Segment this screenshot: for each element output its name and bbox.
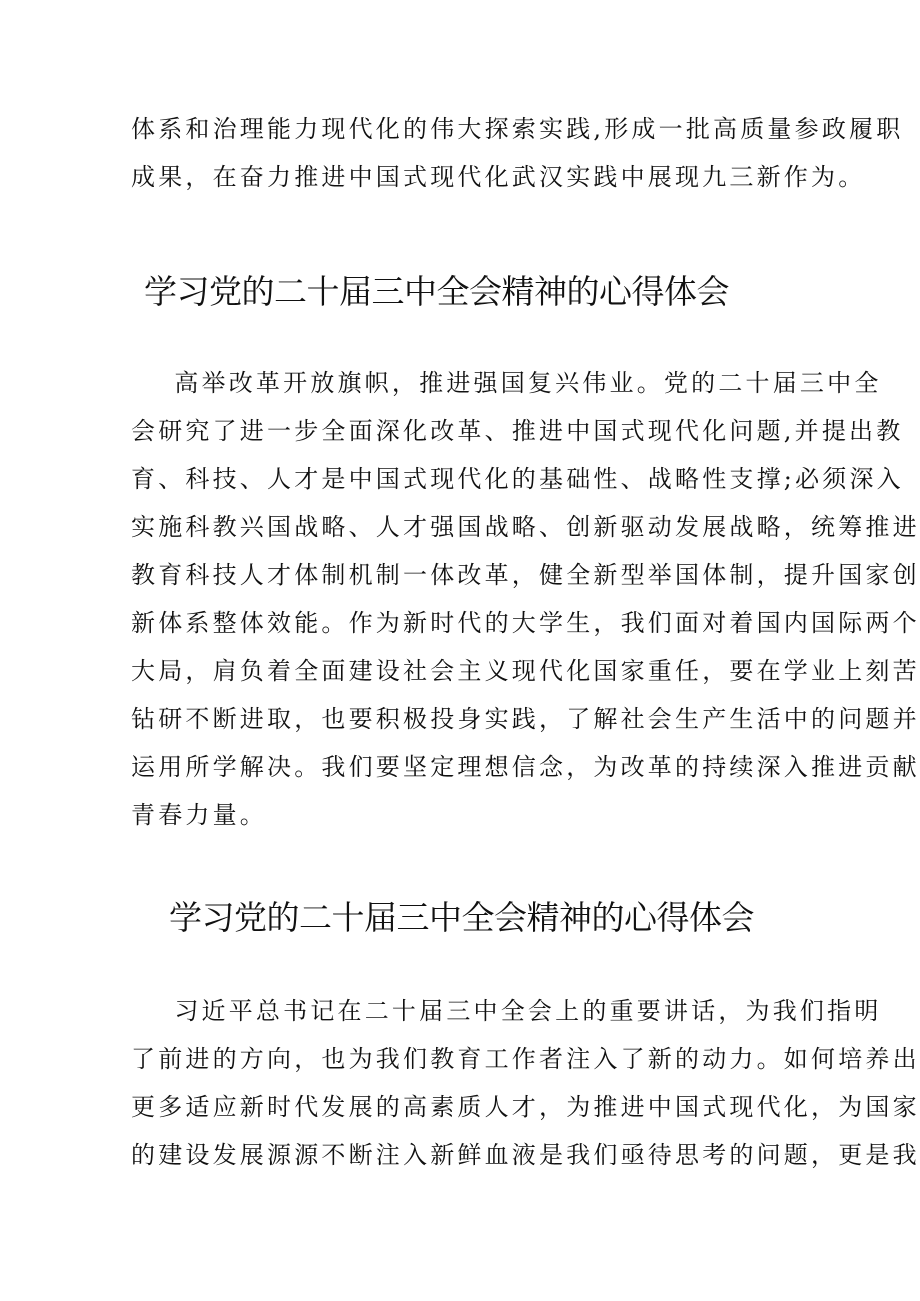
section-heading: 学习党的二十届三中全会精神的心得体会 [144,272,729,311]
paragraph-line: 实施科教兴国战略、人才强国战略、创新驱动发展战略，统筹推进 [131,513,920,541]
paragraph-line: 高举改革开放旗帜，推进强国复兴伟业。党的二十届三中全 [131,369,882,397]
paragraph-line: 的建设发展源源不断注入新鲜血液是我们亟待思考的问题，更是我 [131,1141,920,1169]
paragraph-line: 习近平总书记在二十届三中全会上的重要讲话，为我们指明 [131,997,882,1025]
paragraph-line: 青春力量。 [131,801,267,829]
paragraph-line: 运用所学解决。我们要坚定理想信念，为改革的持续深入推进贡献 [131,753,920,781]
paragraph-line: 更多适应新时代发展的高素质人才，为推进中国式现代化，为国家 [131,1093,920,1121]
paragraph-line: 了前进的方向，也为我们教育工作者注入了新的动力。如何培养出 [131,1045,920,1073]
paragraph-line: 体系和治理能力现代化的伟大探索实践,形成一批高质量参政履职 [131,115,904,143]
paragraph-line: 教育科技人才体制机制一体改革，健全新型举国体制，提升国家创 [131,561,920,589]
intro-paragraph [131,105,904,201]
section-paragraph [131,987,920,1179]
section-heading: 学习党的二十届三中全会精神的心得体会 [169,898,754,937]
paragraph-line: 育、科技、人才是中国式现代化的基础性、战略性支撑;必须深入 [131,465,904,493]
paragraph-line: 新体系整体效能。作为新时代的大学生，我们面对着国内国际两个 [131,609,920,637]
section-paragraph [131,359,920,839]
paragraph-line: 会研究了进一步全面深化改革、推进中国式现代化问题,并提出教 [131,417,904,445]
paragraph-line: 大局，肩负着全面建设社会主义现代化国家重任，要在学业上刻苦 [131,657,920,685]
paragraph-line: 钻研不断进取，也要积极投身实践，了解社会生产生活中的问题并 [131,705,920,733]
paragraph-line: 成果，在奋力推进中国式现代化武汉实践中展现九三新作为。 [131,163,866,191]
